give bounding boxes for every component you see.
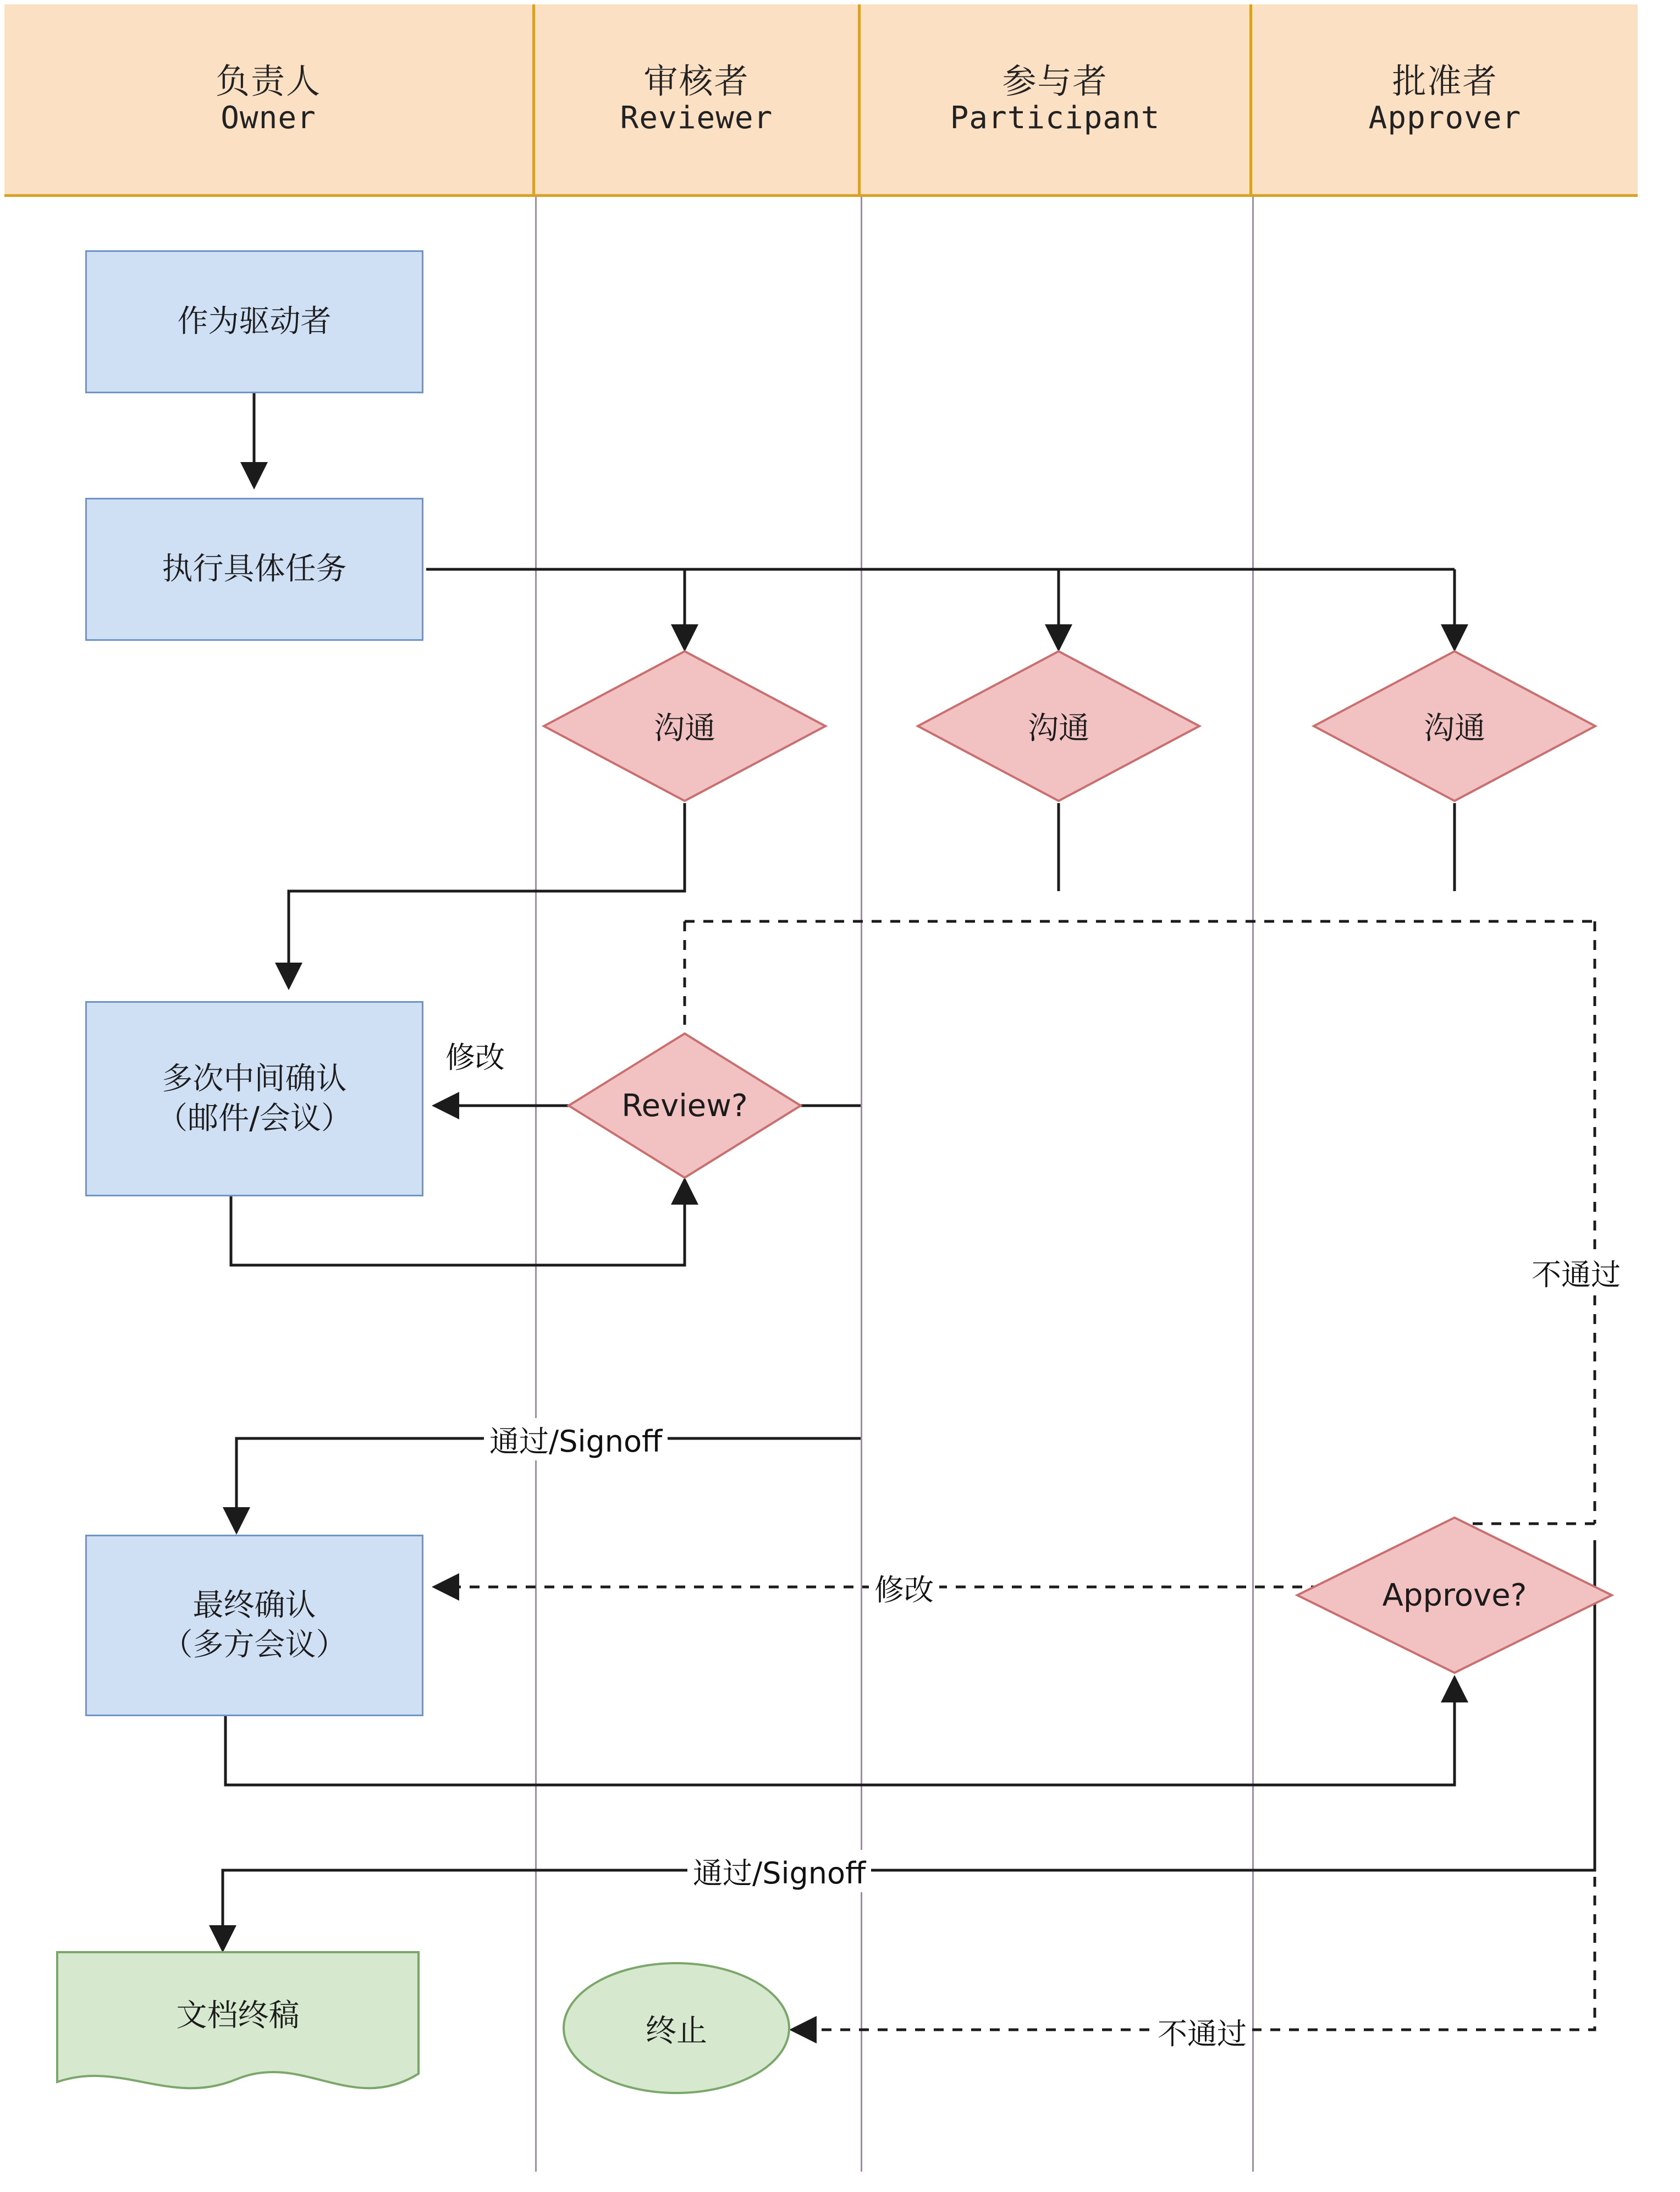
edge-label-pass-signoff-approve: 通过/Signoff xyxy=(687,1850,871,1892)
node-communicate-approver xyxy=(1312,649,1598,803)
node-label: Review? xyxy=(621,1087,748,1124)
node-label-line2: （邮件/会议） xyxy=(157,1100,352,1136)
node-label-line1: 最终确认 xyxy=(192,1587,316,1624)
node-label-line2: （多方会议） xyxy=(162,1627,347,1663)
node-label: 沟通 xyxy=(654,711,715,746)
lane-title-cn: 审核者 xyxy=(643,61,750,101)
edge-label-reject-bottom: 不通过 xyxy=(1152,2010,1252,2053)
node-review-decision xyxy=(566,1031,803,1180)
edge-label-revise-approve: 修改 xyxy=(869,1567,939,1609)
lane-title-en: Participant xyxy=(950,100,1160,136)
lane-title-cn: 批准者 xyxy=(1392,61,1498,101)
lane-header-reviewer xyxy=(535,4,861,194)
node-terminate xyxy=(561,1961,792,2096)
lane-divider-1 xyxy=(535,197,537,2172)
node-interim-confirmation xyxy=(85,1001,423,1196)
node-driver xyxy=(85,250,423,393)
lane-divider-3 xyxy=(1252,197,1254,2172)
node-final-document xyxy=(55,1950,421,2101)
edge-label-revise-review: 修改 xyxy=(440,1034,510,1076)
node-label: Approve? xyxy=(1382,1577,1527,1613)
lane-header-participant xyxy=(861,4,1252,194)
node-communicate-participant xyxy=(916,649,1202,803)
lane-header-owner xyxy=(4,4,535,194)
node-communicate-reviewer xyxy=(542,649,828,803)
node-approve-decision xyxy=(1295,1515,1614,1675)
lane-title-en: Owner xyxy=(221,100,316,136)
node-label: 作为驱动者 xyxy=(177,304,332,340)
lane-title-cn: 参与者 xyxy=(1002,61,1108,101)
edge-label-pass-signoff-review: 通过/Signoff xyxy=(484,1418,668,1460)
lane-title-en: Reviewer xyxy=(620,100,773,136)
node-label: 终止 xyxy=(646,2013,707,2049)
node-final-confirmation xyxy=(85,1535,423,1716)
lane-header-approver xyxy=(1252,4,1638,194)
node-execute-task xyxy=(85,498,423,641)
node-label: 执行具体任务 xyxy=(162,551,347,587)
node-label: 沟通 xyxy=(1028,711,1089,746)
lane-title-cn: 负责人 xyxy=(215,61,321,101)
node-label-line1: 多次中间确认 xyxy=(162,1061,347,1097)
lane-header-divider xyxy=(4,194,1638,197)
lane-title-en: Approver xyxy=(1368,100,1522,136)
edge-label-reject-right: 不通过 xyxy=(1526,1251,1626,1294)
node-label: 文档终稿 xyxy=(176,1998,300,2034)
node-label: 沟通 xyxy=(1424,711,1485,746)
